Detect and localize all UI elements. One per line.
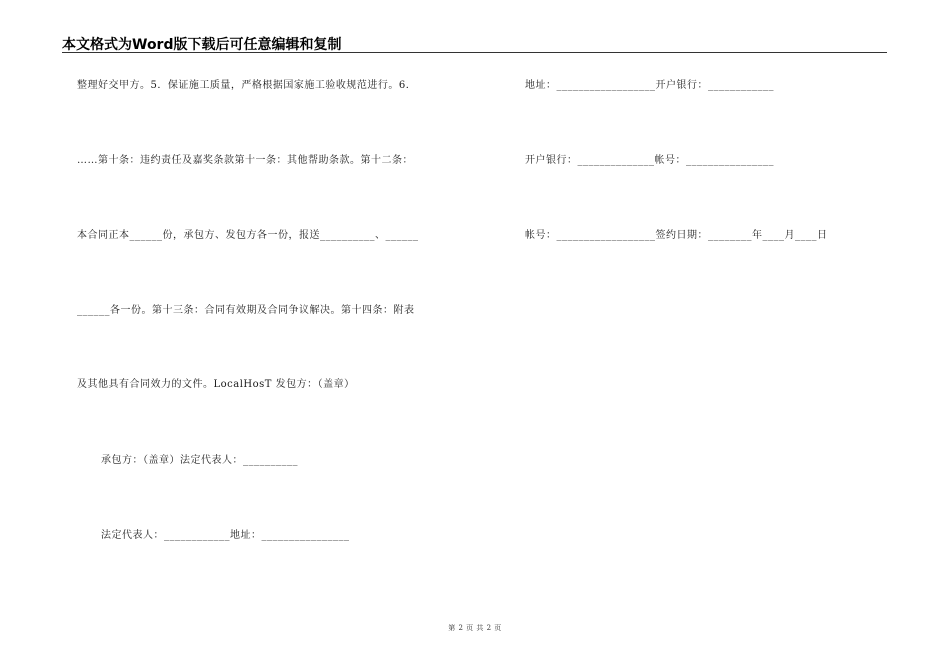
right-line-1: 地址：__________________开户银行：____________	[525, 80, 774, 91]
left-line-2: ……第十条：违约责任及嘉奖条款第十一条：其他帮助条款。第十二条：	[77, 155, 413, 166]
left-line-5: 及其他具有合同效力的文件。LocalHosT 发包方：（盖章）	[77, 379, 355, 390]
left-line-1: 整理好交甲方。5．保证施工质量，严格根据国家施工验收规范进行。6．	[77, 80, 417, 91]
left-line-4: ______各一份。第十三条：合同有效期及合同争议解决。第十四条：附表	[77, 305, 415, 316]
document-header-title: 本文格式为Word版下载后可任意编辑和复制	[62, 37, 342, 53]
right-line-3: 帐号：__________________签约日期：________年____月____日	[525, 230, 828, 241]
left-line-3: 本合同正本______份，承包方、发包方各一份，报送__________、______	[77, 230, 419, 241]
right-line-2: 开户银行：______________帐号：________________	[525, 155, 774, 166]
left-line-7: 法定代表人：____________地址：________________	[101, 530, 350, 541]
page-footer: 第 2 页 共 2 页	[448, 624, 502, 632]
left-line-6: 承包方：（盖章）法定代表人：__________	[101, 455, 298, 466]
header-divider	[62, 52, 887, 53]
